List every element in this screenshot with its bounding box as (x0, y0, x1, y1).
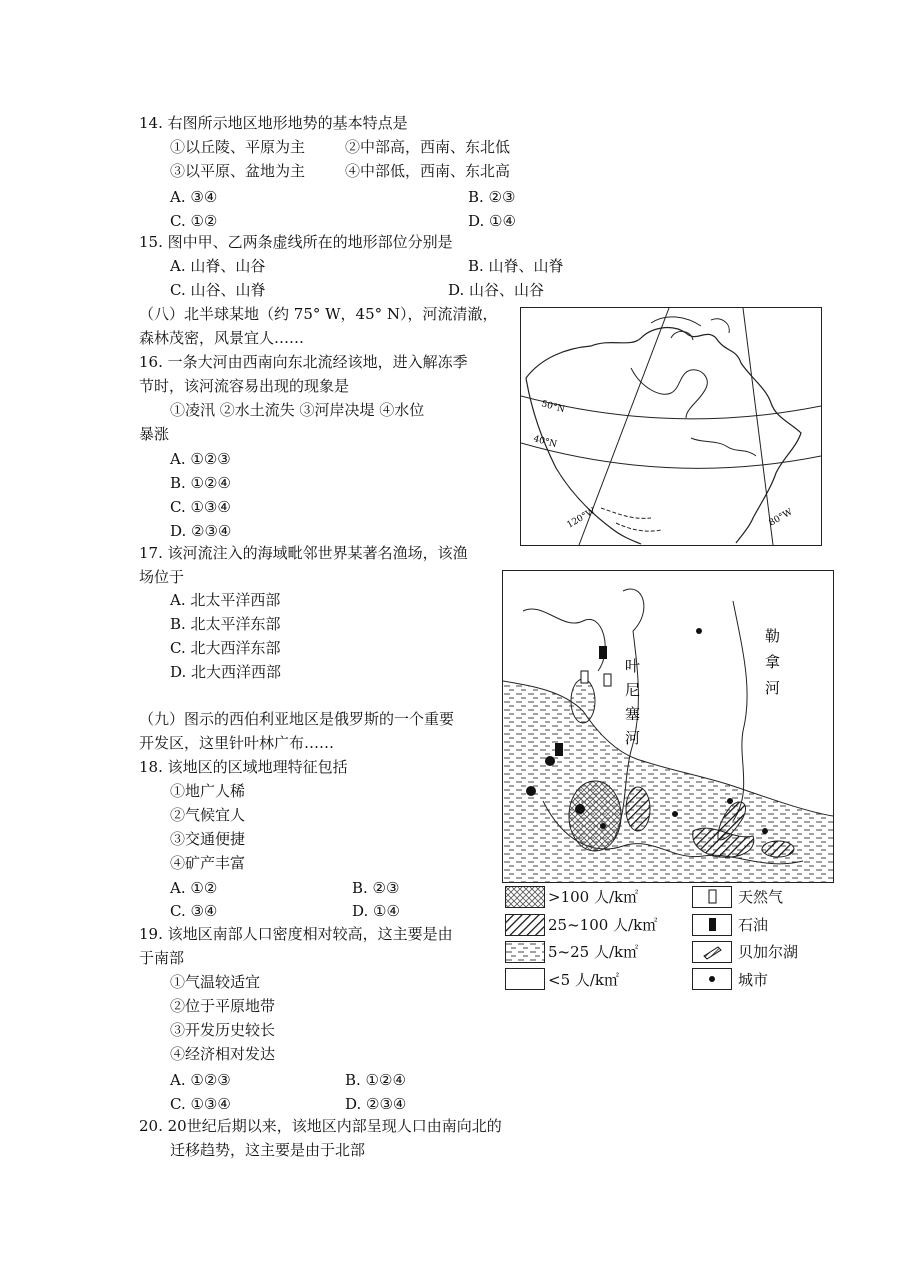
q16-option-c: C. ①③④ (170, 498, 231, 516)
low-area-north (571, 679, 595, 723)
q15-stem: 15. 图中甲、乙两条虚线所在的地形部位分别是 (139, 233, 453, 251)
q19-option-b: B. ①②④ (345, 1071, 406, 1089)
q14-stem: 14. 右图所示地区地形地势的基本特点是 (139, 114, 408, 132)
q16-option-a: A. ①②③ (170, 450, 231, 468)
sec9-line-2: 开发区，这里针叶林广布…… (139, 734, 335, 752)
q19-option-a: A. ①②③ (170, 1071, 231, 1089)
q14-option-a: A. ③④ (170, 188, 218, 206)
q14-statement-3: ③以平原、盆地为主 (170, 162, 306, 180)
q19-statement-3: ③开发历史较长 (170, 1021, 276, 1039)
legend-mid-label: 25~100 人/k㎡ (548, 916, 658, 934)
q16-options-line-2: 暴涨 (139, 425, 170, 443)
latitude-40n (521, 443, 821, 468)
mid-area-1 (626, 787, 650, 831)
siberia-map-drawing (503, 571, 833, 882)
latitude-50n (521, 396, 821, 419)
legend-oil-label: 石油 (738, 916, 769, 934)
yenisei-char-3: 塞 (625, 705, 641, 723)
label-120w: 120°W (565, 506, 598, 531)
yenisei-char-1: 叶 (625, 657, 641, 675)
city-marker-7 (727, 798, 733, 804)
legend-dense-label: >100 人/k㎡ (548, 888, 639, 906)
yenisei-char-2: 尼 (625, 681, 641, 699)
legend-gas-swatch (692, 886, 732, 908)
q14-statement-1: ①以丘陵、平原为主 (170, 138, 306, 156)
q16-option-b: B. ①②④ (170, 474, 231, 492)
q16-line-1: 16. 一条大河由西南向东北流经该地，进入解冻季 (139, 353, 468, 371)
lena-char-1: 勒 (765, 627, 781, 645)
legend-lake-label: 贝加尔湖 (738, 943, 799, 961)
oil-symbol-2 (555, 743, 563, 756)
q19-line-1: 19. 该地区南部人口密度相对较高，这主要是由 (139, 925, 453, 943)
oil-symbol-1 (599, 646, 607, 659)
q18-stem: 18. 该地区的区域地理特征包括 (139, 758, 348, 776)
q19-statement-2: ②位于平原地带 (170, 997, 276, 1015)
q17-line-1: 17. 该河流注入的海域毗邻世界某著名渔场，该渔 (139, 544, 468, 562)
city-marker-8 (762, 828, 768, 834)
q18-option-a: A. ①② (170, 879, 218, 897)
siberia-map (502, 570, 834, 883)
legend-sparse-label: <5 人/k㎡ (548, 971, 620, 989)
north-america-map (520, 307, 822, 546)
city-marker-4 (575, 804, 585, 814)
q16-line-2: 节时，该河流容易出现的现象是 (139, 377, 350, 395)
q19-statement-4: ④经济相对发达 (170, 1045, 276, 1063)
q14-option-c: C. ①② (170, 212, 218, 230)
sec9-line-1: （九）图示的西伯利亚地区是俄罗斯的一个重要 (139, 710, 455, 728)
q15-option-d: D. 山谷、山谷 (448, 281, 545, 299)
q16-option-d: D. ②③④ (170, 522, 232, 540)
q15-option-a: A. 山脊、山谷 (170, 257, 266, 275)
gas-symbol-2 (604, 674, 611, 686)
q15-option-c: C. 山谷、山脊 (170, 281, 266, 299)
q18-statement-2: ②气候宜人 (170, 806, 246, 824)
q14-statement-4: ④中部低，西南、东北高 (345, 162, 511, 180)
dense-area-west (569, 781, 621, 851)
hudson-bay (631, 368, 707, 418)
legend-city-label: 城市 (738, 971, 769, 989)
q14-option-b: B. ②③ (468, 188, 516, 206)
yenisei-char-4: 河 (625, 729, 641, 747)
q20-line-2: 迁移趋势，这主要是由于北部 (170, 1141, 366, 1159)
north-america-map-drawing (521, 308, 821, 545)
city-marker-2 (526, 786, 536, 796)
q17-line-2: 场位于 (139, 568, 185, 586)
legend-low-label: 5~25 人/k㎡ (548, 943, 639, 961)
legend-lake-swatch (692, 941, 732, 963)
gas-symbol-1 (581, 671, 588, 683)
q17-option-d: D. 北大西洋西部 (170, 663, 282, 681)
city-marker-3 (545, 756, 555, 766)
legend-oil-swatch (692, 914, 732, 936)
q19-statement-1: ①气温较适宜 (170, 973, 261, 991)
q18-option-d: D. ①④ (352, 902, 400, 920)
legend-dense-swatch (505, 886, 545, 908)
label-50n: 50°N (540, 399, 566, 416)
q15-option-b: B. 山脊、山脊 (468, 257, 564, 275)
coastline-east (526, 328, 801, 543)
q19-line-2: 于南部 (139, 949, 185, 967)
great-lakes (691, 438, 756, 456)
q20-line-1: 20. 20世纪后期以来，该地区内部呈现人口由南向北的 (139, 1117, 502, 1135)
q18-statement-1: ①地广人稀 (170, 782, 246, 800)
legend-mid-swatch (505, 914, 545, 936)
legend-city-swatch (692, 968, 732, 990)
q16-options-line-1: ①凌汛 ②水土流失 ③河岸决堤 ④水位 (170, 401, 425, 419)
q18-statement-3: ③交通便捷 (170, 830, 246, 848)
legend-gas-label: 天然气 (738, 888, 784, 906)
legend-sparse-swatch (505, 968, 545, 990)
q17-option-a: A. 北太平洋西部 (170, 591, 281, 609)
sec8-line-1: （八）北半球某地（约 75° W，45° N），河流清澈， (139, 305, 498, 323)
q19-option-d: D. ②③④ (345, 1095, 407, 1113)
q17-option-c: C. 北大西洋东部 (170, 639, 281, 657)
q14-option-d: D. ①④ (468, 212, 516, 230)
lena-char-3: 河 (765, 679, 781, 697)
q18-option-c: C. ③④ (170, 902, 218, 920)
legend-low-swatch (505, 941, 545, 963)
city-marker-5 (600, 823, 606, 829)
sec8-line-2: 森林茂密，风景宜人…… (139, 329, 305, 347)
q19-option-c: C. ①③④ (170, 1095, 231, 1113)
city-marker-1 (696, 628, 702, 634)
q18-option-b: B. ②③ (352, 879, 400, 897)
label-80w: 80°W (767, 507, 795, 529)
q18-statement-4: ④矿产丰富 (170, 854, 246, 872)
city-marker-6 (672, 811, 678, 817)
q17-option-b: B. 北太平洋东部 (170, 615, 281, 633)
mid-area-3 (762, 841, 794, 857)
label-40n: 40°N (532, 434, 558, 451)
q14-statement-2: ②中部高，西南、东北低 (345, 138, 511, 156)
lena-char-2: 拿 (765, 653, 781, 671)
